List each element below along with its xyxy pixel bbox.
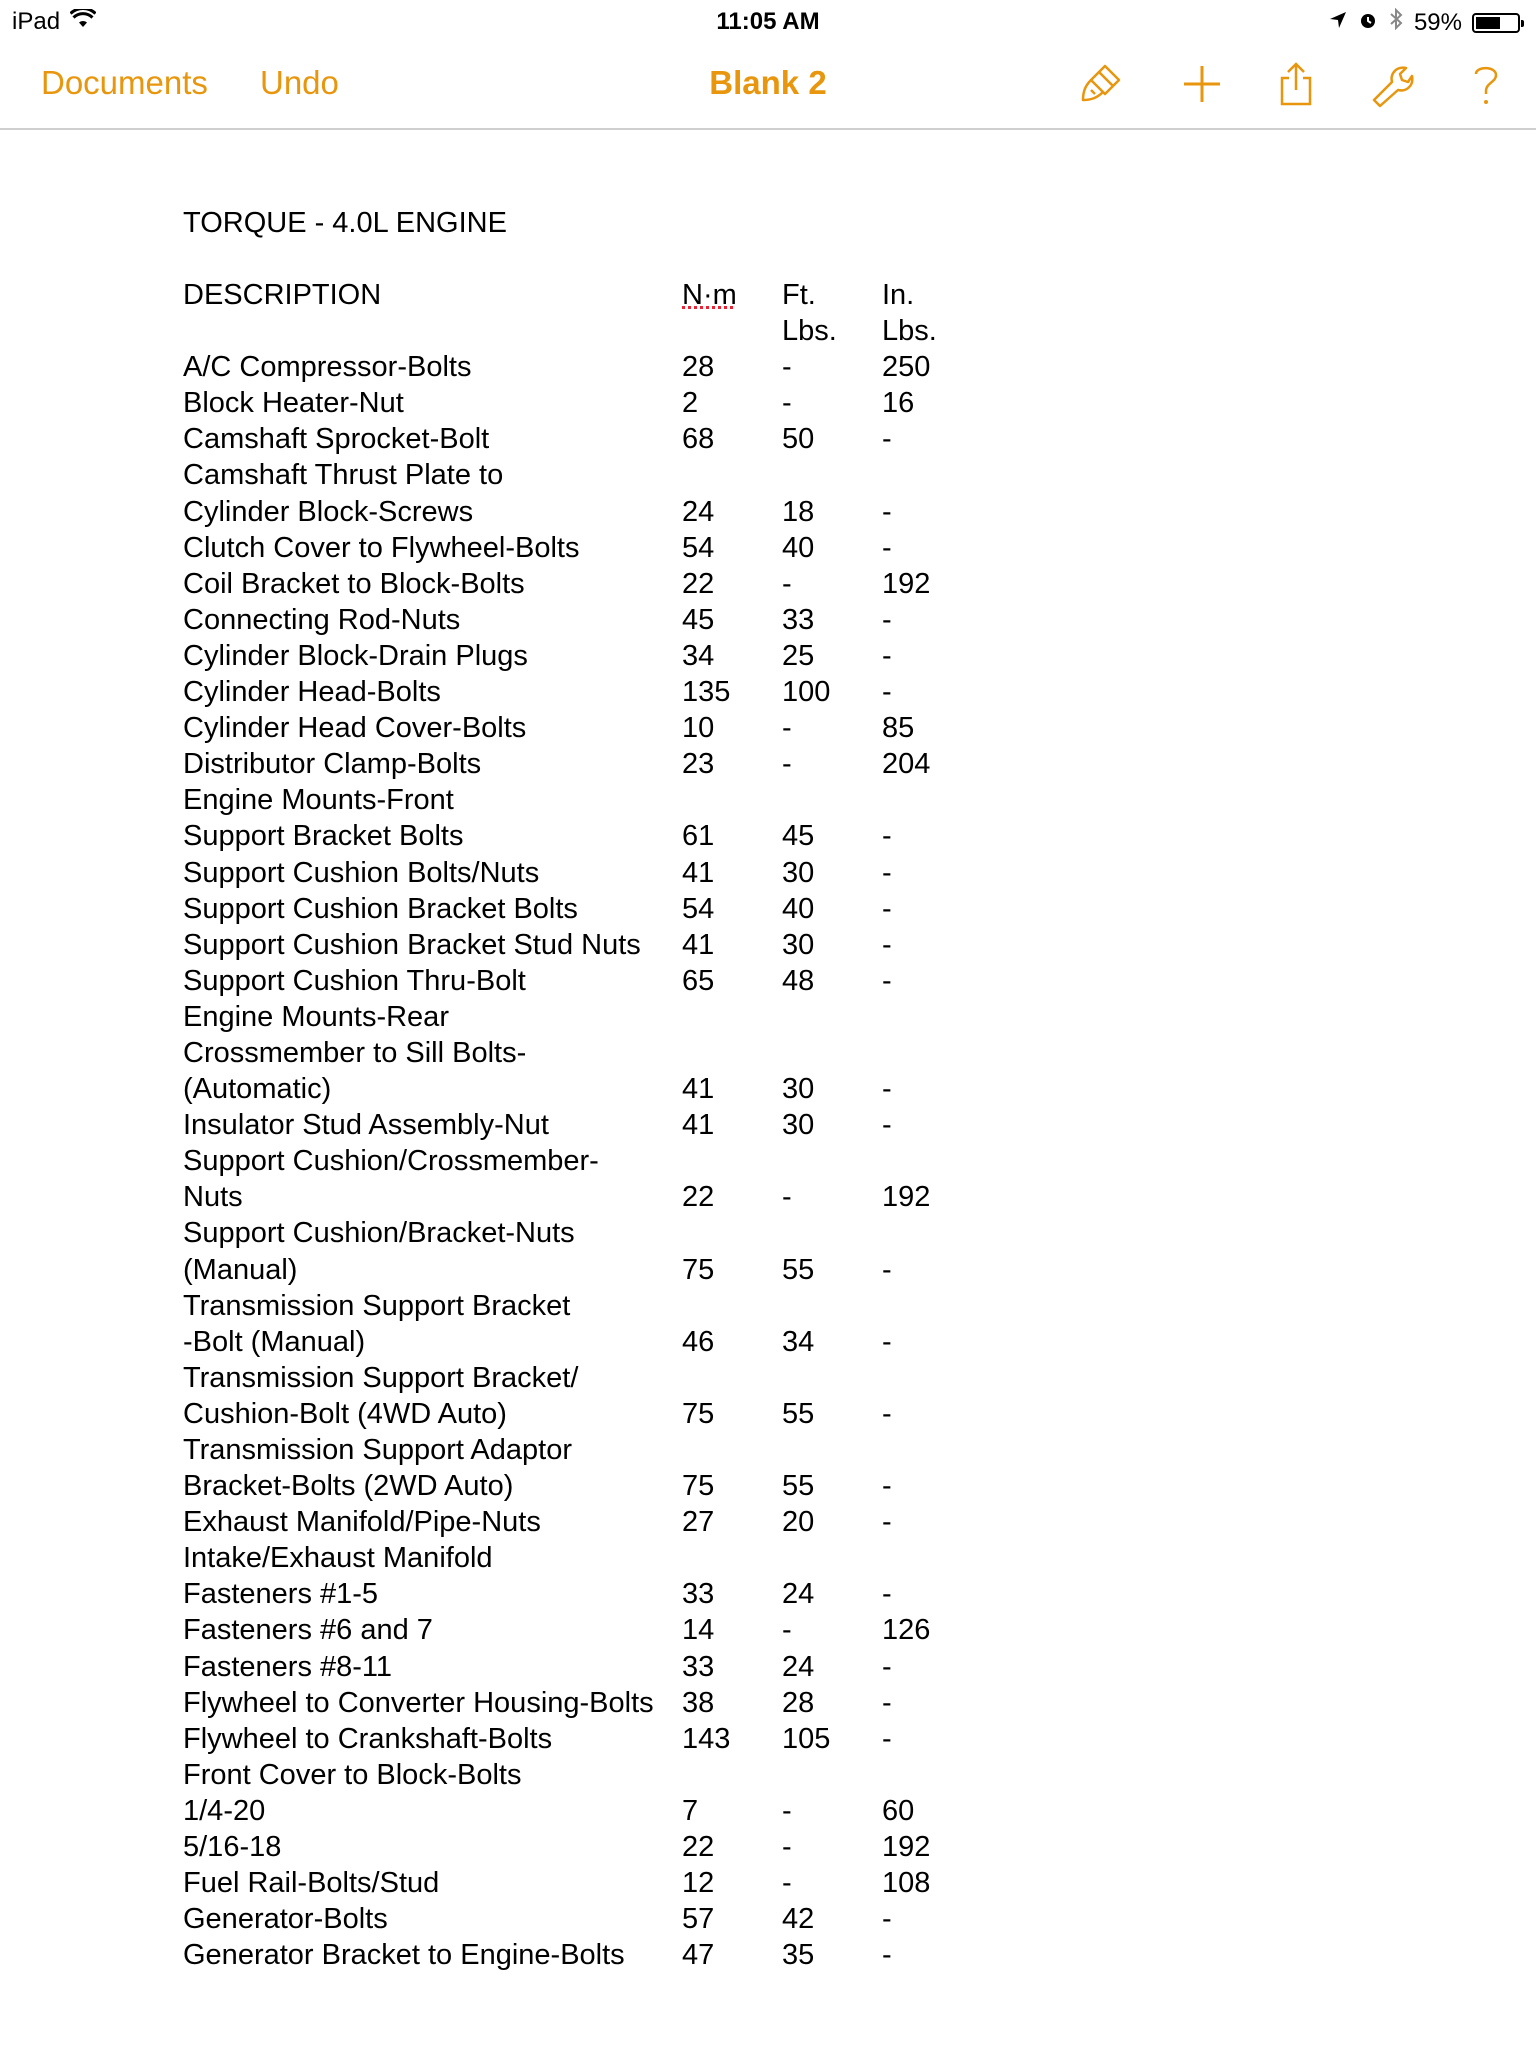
table-row xyxy=(183,457,982,493)
row-description: -Bolt (Manual) xyxy=(183,1325,366,1358)
row-description: Generator Bracket to Engine-Bolts xyxy=(183,1939,625,1972)
row-ft-lbs: 40 xyxy=(782,892,815,925)
row-in-lbs: - xyxy=(882,964,892,997)
row-in-lbs: - xyxy=(882,1397,892,1430)
row-ft-lbs: 24 xyxy=(782,1650,815,1683)
row-in-lbs: - xyxy=(882,928,892,961)
table-row xyxy=(183,1035,982,1071)
row-in-lbs: - xyxy=(882,1903,892,1936)
row-ft-lbs xyxy=(782,1035,882,1071)
row-in-lbs xyxy=(882,457,982,493)
col-header-in-line1: In. xyxy=(882,279,915,311)
row-ft-lbs: 33 xyxy=(782,603,815,636)
row-description: Intake/Exhaust Manifold xyxy=(183,1542,493,1575)
row-nm: 68 xyxy=(682,423,715,456)
row-in-lbs: - xyxy=(882,423,892,456)
header-row xyxy=(183,277,982,349)
row-ft-lbs: 30 xyxy=(782,1109,815,1142)
row-in-lbs xyxy=(882,1215,982,1251)
row-ft-lbs: 34 xyxy=(782,1325,815,1358)
table-row xyxy=(183,1071,982,1107)
row-nm: 75 xyxy=(682,1253,715,1286)
row-description: Distributor Clamp-Bolts xyxy=(183,748,482,781)
documents-button[interactable]: Documents xyxy=(41,64,208,101)
row-nm: 22 xyxy=(682,1831,715,1864)
row-in-lbs: - xyxy=(882,1686,892,1719)
row-nm: 57 xyxy=(682,1903,715,1936)
row-in-lbs: 108 xyxy=(882,1867,931,1900)
row-in-lbs: - xyxy=(882,892,892,925)
battery-fill xyxy=(1476,17,1500,29)
row-ft-lbs: - xyxy=(782,1867,792,1900)
table-row xyxy=(183,1685,982,1721)
plus-icon[interactable] xyxy=(1178,60,1226,108)
row-in-lbs: - xyxy=(882,1506,892,1539)
row-ft-lbs: - xyxy=(782,1831,792,1864)
alarm-icon xyxy=(1358,9,1378,37)
row-description: Exhaust Manifold/Pipe-Nuts xyxy=(183,1506,541,1539)
table-row xyxy=(183,1540,982,1576)
row-nm xyxy=(682,1143,782,1179)
row-nm: 28 xyxy=(682,351,715,384)
row-ft-lbs: 40 xyxy=(782,531,815,564)
row-nm xyxy=(682,1035,782,1071)
row-ft-lbs: - xyxy=(782,712,792,745)
row-nm: 33 xyxy=(682,1578,715,1611)
row-ft-lbs: 28 xyxy=(782,1686,815,1719)
row-in-lbs: 250 xyxy=(882,351,931,384)
bluetooth-icon xyxy=(1388,8,1404,37)
row-ft-lbs xyxy=(782,1540,882,1576)
paintbrush-icon[interactable] xyxy=(1077,60,1125,108)
row-ft-lbs xyxy=(782,1757,882,1793)
table-row xyxy=(183,1649,982,1685)
row-ft-lbs xyxy=(782,1143,882,1179)
row-description: Block Heater-Nut xyxy=(183,387,404,420)
row-nm: 47 xyxy=(682,1939,715,1972)
location-arrow-icon xyxy=(1328,9,1348,37)
row-in-lbs: - xyxy=(882,495,892,528)
row-in-lbs: - xyxy=(882,1325,892,1358)
row-ft-lbs: 55 xyxy=(782,1470,815,1503)
row-nm: 54 xyxy=(682,531,715,564)
row-nm xyxy=(682,1540,782,1576)
table-row xyxy=(183,1288,982,1324)
table-row xyxy=(183,674,982,710)
row-description: Support Cushion Bracket Bolts xyxy=(183,892,578,925)
table-row xyxy=(183,1504,982,1540)
row-description: Flywheel to Crankshaft-Bolts xyxy=(183,1722,553,1755)
row-nm xyxy=(682,782,782,818)
table-row xyxy=(183,566,982,602)
row-in-lbs: 204 xyxy=(882,748,931,781)
row-in-lbs: 192 xyxy=(882,567,931,600)
table-row xyxy=(183,1252,982,1288)
col-header-description: DESCRIPTION xyxy=(183,279,382,311)
table-row xyxy=(183,1901,982,1937)
row-ft-lbs xyxy=(782,999,882,1035)
row-in-lbs: 85 xyxy=(882,712,915,745)
row-ft-lbs xyxy=(782,1360,882,1396)
row-description: Generator-Bolts xyxy=(183,1903,388,1936)
row-nm: 14 xyxy=(682,1614,715,1647)
row-nm: 23 xyxy=(682,748,715,781)
row-ft-lbs: - xyxy=(782,351,792,384)
row-in-lbs: - xyxy=(882,531,892,564)
table-row xyxy=(183,782,982,818)
row-ft-lbs xyxy=(782,1288,882,1324)
row-description: Support Cushion Bracket Stud Nuts xyxy=(183,928,641,961)
row-nm xyxy=(682,1432,782,1468)
table-row xyxy=(183,1143,982,1179)
torque-table xyxy=(183,349,982,1973)
row-in-lbs: 192 xyxy=(882,1181,931,1214)
doc-heading: TORQUE - 4.0L ENGINE xyxy=(183,207,507,239)
row-nm xyxy=(682,1215,782,1251)
toolbar xyxy=(0,42,1536,130)
row-in-lbs: - xyxy=(882,1253,892,1286)
help-icon[interactable] xyxy=(1462,60,1510,108)
table-row xyxy=(183,1432,982,1468)
row-description: Fasteners #6 and 7 xyxy=(183,1614,433,1647)
row-nm: 41 xyxy=(682,856,715,889)
row-in-lbs: - xyxy=(882,1722,892,1755)
row-nm xyxy=(682,1360,782,1396)
col-header-ft xyxy=(782,277,882,349)
row-description: Fasteners #1-5 xyxy=(183,1578,379,1611)
row-description: Bracket-Bolts (2WD Auto) xyxy=(183,1470,514,1503)
row-description: Support Bracket Bolts xyxy=(183,820,464,853)
col-header-ft-line1: Ft. xyxy=(782,279,816,311)
row-description: Connecting Rod-Nuts xyxy=(183,603,461,636)
row-in-lbs xyxy=(882,1035,982,1071)
status-time: 11:05 AM xyxy=(716,8,820,35)
row-nm: 61 xyxy=(682,820,715,853)
row-in-lbs xyxy=(882,1432,982,1468)
row-in-lbs: - xyxy=(882,856,892,889)
table-row xyxy=(183,1937,982,1973)
row-nm: 75 xyxy=(682,1397,715,1430)
table-row xyxy=(183,421,982,457)
row-in-lbs: - xyxy=(882,676,892,709)
row-description: Camshaft Thrust Plate to xyxy=(183,459,504,492)
row-in-lbs: - xyxy=(882,1650,892,1683)
table-row xyxy=(183,602,982,638)
row-description: A/C Compressor-Bolts xyxy=(183,351,472,384)
row-in-lbs: - xyxy=(882,1939,892,1972)
row-ft-lbs: 18 xyxy=(782,495,815,528)
col-header-nm: N·m xyxy=(682,279,737,311)
table-row xyxy=(183,1865,982,1901)
row-description: Support Cushion/Bracket-Nuts xyxy=(183,1217,575,1250)
share-icon[interactable] xyxy=(1272,60,1320,108)
table-row xyxy=(183,1576,982,1612)
row-nm: 33 xyxy=(682,1650,715,1683)
table-row xyxy=(183,1757,982,1793)
row-in-lbs: - xyxy=(882,820,892,853)
row-ft-lbs xyxy=(782,457,882,493)
row-ft-lbs: 30 xyxy=(782,928,815,961)
document-title: Blank 2 xyxy=(709,64,827,101)
battery-icon xyxy=(1472,13,1520,33)
row-ft-lbs xyxy=(782,1432,882,1468)
row-nm xyxy=(682,1288,782,1324)
row-nm: 2 xyxy=(682,387,699,420)
table-row xyxy=(183,1468,982,1504)
table-row xyxy=(183,385,982,421)
row-ft-lbs: 105 xyxy=(782,1722,831,1755)
row-ft-lbs: 42 xyxy=(782,1903,815,1936)
table-row xyxy=(183,1107,982,1143)
table-row xyxy=(183,746,982,782)
table-row xyxy=(183,1721,982,1757)
row-description: Transmission Support Adaptor xyxy=(183,1434,573,1466)
row-description: (Automatic) xyxy=(183,1073,332,1106)
row-ft-lbs: - xyxy=(782,1794,792,1827)
table-row xyxy=(183,1396,982,1432)
table-row xyxy=(183,891,982,927)
row-in-lbs xyxy=(882,1540,982,1576)
table-row xyxy=(183,1215,982,1251)
row-nm: 41 xyxy=(682,1073,715,1106)
row-description: Front Cover to Block-Bolts xyxy=(183,1758,522,1791)
row-description: Insulator Stud Assembly-Nut xyxy=(183,1109,549,1142)
row-nm: 22 xyxy=(682,1181,715,1214)
row-nm: 41 xyxy=(682,928,715,961)
row-description: Transmission Support Bracket xyxy=(183,1289,571,1322)
row-nm xyxy=(682,1757,782,1793)
row-nm: 22 xyxy=(682,567,715,600)
row-description: Fuel Rail-Bolts/Stud xyxy=(183,1867,440,1900)
status-bar xyxy=(0,0,1536,42)
row-nm: 34 xyxy=(682,639,715,672)
row-in-lbs: - xyxy=(882,603,892,636)
row-in-lbs: - xyxy=(882,1578,892,1611)
row-ft-lbs: - xyxy=(782,567,792,600)
table-row xyxy=(183,349,982,385)
row-nm: 12 xyxy=(682,1867,715,1900)
row-description: Flywheel to Converter Housing-Bolts xyxy=(183,1686,654,1719)
row-description: Camshaft Sprocket-Bolt xyxy=(183,423,490,456)
row-ft-lbs: - xyxy=(782,748,792,781)
col-header-ft-line2: Lbs. xyxy=(782,315,837,348)
row-nm: 10 xyxy=(682,712,715,745)
row-description: Clutch Cover to Flywheel-Bolts xyxy=(183,531,580,564)
row-ft-lbs: - xyxy=(782,387,792,420)
row-in-lbs: 126 xyxy=(882,1614,931,1647)
table-row xyxy=(183,1829,982,1865)
row-description: Fasteners #8-11 xyxy=(183,1650,393,1683)
row-ft-lbs: 35 xyxy=(782,1939,815,1972)
table-row xyxy=(183,1360,982,1396)
row-nm: 41 xyxy=(682,1109,715,1142)
table-row xyxy=(183,530,982,566)
row-ft-lbs: 25 xyxy=(782,639,815,672)
row-in-lbs: - xyxy=(882,639,892,672)
row-description: Crossmember to Sill Bolts- xyxy=(183,1036,527,1069)
row-nm: 143 xyxy=(682,1722,731,1755)
col-header-in-line2: Lbs. xyxy=(882,315,937,348)
row-nm xyxy=(682,999,782,1035)
row-nm: 7 xyxy=(682,1794,699,1827)
table-row xyxy=(183,1612,982,1648)
row-in-lbs: - xyxy=(882,1470,892,1503)
row-description: Cylinder Block-Screws xyxy=(183,495,474,528)
row-ft-lbs: - xyxy=(782,1181,792,1214)
row-description: Engine Mounts-Front xyxy=(183,784,454,817)
row-ft-lbs: 55 xyxy=(782,1253,815,1286)
row-in-lbs: 60 xyxy=(882,1794,915,1827)
row-description: Coil Bracket to Block-Bolts xyxy=(183,567,525,600)
row-description: Cylinder Head-Bolts xyxy=(183,676,441,709)
row-ft-lbs: - xyxy=(782,1614,792,1647)
row-in-lbs: 192 xyxy=(882,1831,931,1864)
row-ft-lbs: 20 xyxy=(782,1506,815,1539)
table-row xyxy=(183,855,982,891)
table-row xyxy=(183,1793,982,1829)
row-nm: 46 xyxy=(682,1325,715,1358)
row-in-lbs xyxy=(882,1143,982,1179)
row-in-lbs: - xyxy=(882,1109,892,1142)
row-nm: 38 xyxy=(682,1686,715,1719)
row-nm: 54 xyxy=(682,892,715,925)
row-description: 5/16-18 xyxy=(183,1831,282,1864)
row-description: Support Cushion/Crossmember- xyxy=(183,1145,599,1178)
row-ft-lbs: 100 xyxy=(782,676,831,709)
row-nm xyxy=(682,457,782,493)
table-row xyxy=(183,963,982,999)
table-row xyxy=(183,927,982,963)
row-ft-lbs: 24 xyxy=(782,1578,815,1611)
row-ft-lbs: 48 xyxy=(782,964,815,997)
row-description: Cylinder Block-Drain Plugs xyxy=(183,639,528,672)
row-description: Engine Mounts-Rear xyxy=(183,1000,449,1033)
row-description: 1/4-20 xyxy=(183,1794,266,1827)
row-nm: 75 xyxy=(682,1470,715,1503)
table-row xyxy=(183,999,982,1035)
document-body[interactable] xyxy=(183,205,982,1973)
row-ft-lbs: 30 xyxy=(782,856,815,889)
row-ft-lbs: 30 xyxy=(782,1073,815,1106)
table-row xyxy=(183,638,982,674)
row-in-lbs: - xyxy=(882,1073,892,1106)
row-in-lbs xyxy=(882,1360,982,1396)
row-ft-lbs: 45 xyxy=(782,820,815,853)
row-nm: 135 xyxy=(682,676,731,709)
row-description: Nuts xyxy=(183,1181,243,1214)
undo-button[interactable]: Undo xyxy=(260,64,339,101)
row-in-lbs xyxy=(882,999,982,1035)
row-nm: 24 xyxy=(682,495,715,528)
battery-percent: 59% xyxy=(1413,8,1462,36)
row-ft-lbs: 55 xyxy=(782,1397,815,1430)
row-description: (Manual) xyxy=(183,1253,298,1286)
row-nm: 45 xyxy=(682,603,715,636)
table-row xyxy=(183,1179,982,1215)
row-description: Support Cushion Thru-Bolt xyxy=(183,964,526,997)
row-in-lbs xyxy=(882,782,982,818)
table-row xyxy=(183,1324,982,1360)
row-in-lbs xyxy=(882,1288,982,1324)
col-header-in xyxy=(882,277,982,349)
wrench-icon[interactable] xyxy=(1368,60,1416,108)
table-row xyxy=(183,818,982,854)
row-nm: 27 xyxy=(682,1506,715,1539)
device-name: iPad xyxy=(12,8,61,35)
row-description: Cushion-Bolt (4WD Auto) xyxy=(183,1397,507,1430)
row-ft-lbs xyxy=(782,1215,882,1251)
row-in-lbs: 16 xyxy=(882,387,915,420)
row-nm: 65 xyxy=(682,964,715,997)
row-in-lbs xyxy=(882,1757,982,1793)
row-ft-lbs: 50 xyxy=(782,423,815,456)
row-ft-lbs xyxy=(782,782,882,818)
row-description: Cylinder Head Cover-Bolts xyxy=(183,712,527,745)
table-row xyxy=(183,494,982,530)
row-description: Support Cushion Bolts/Nuts xyxy=(183,856,540,889)
table-row xyxy=(183,710,982,746)
row-description: Transmission Support Bracket/ xyxy=(183,1361,579,1394)
